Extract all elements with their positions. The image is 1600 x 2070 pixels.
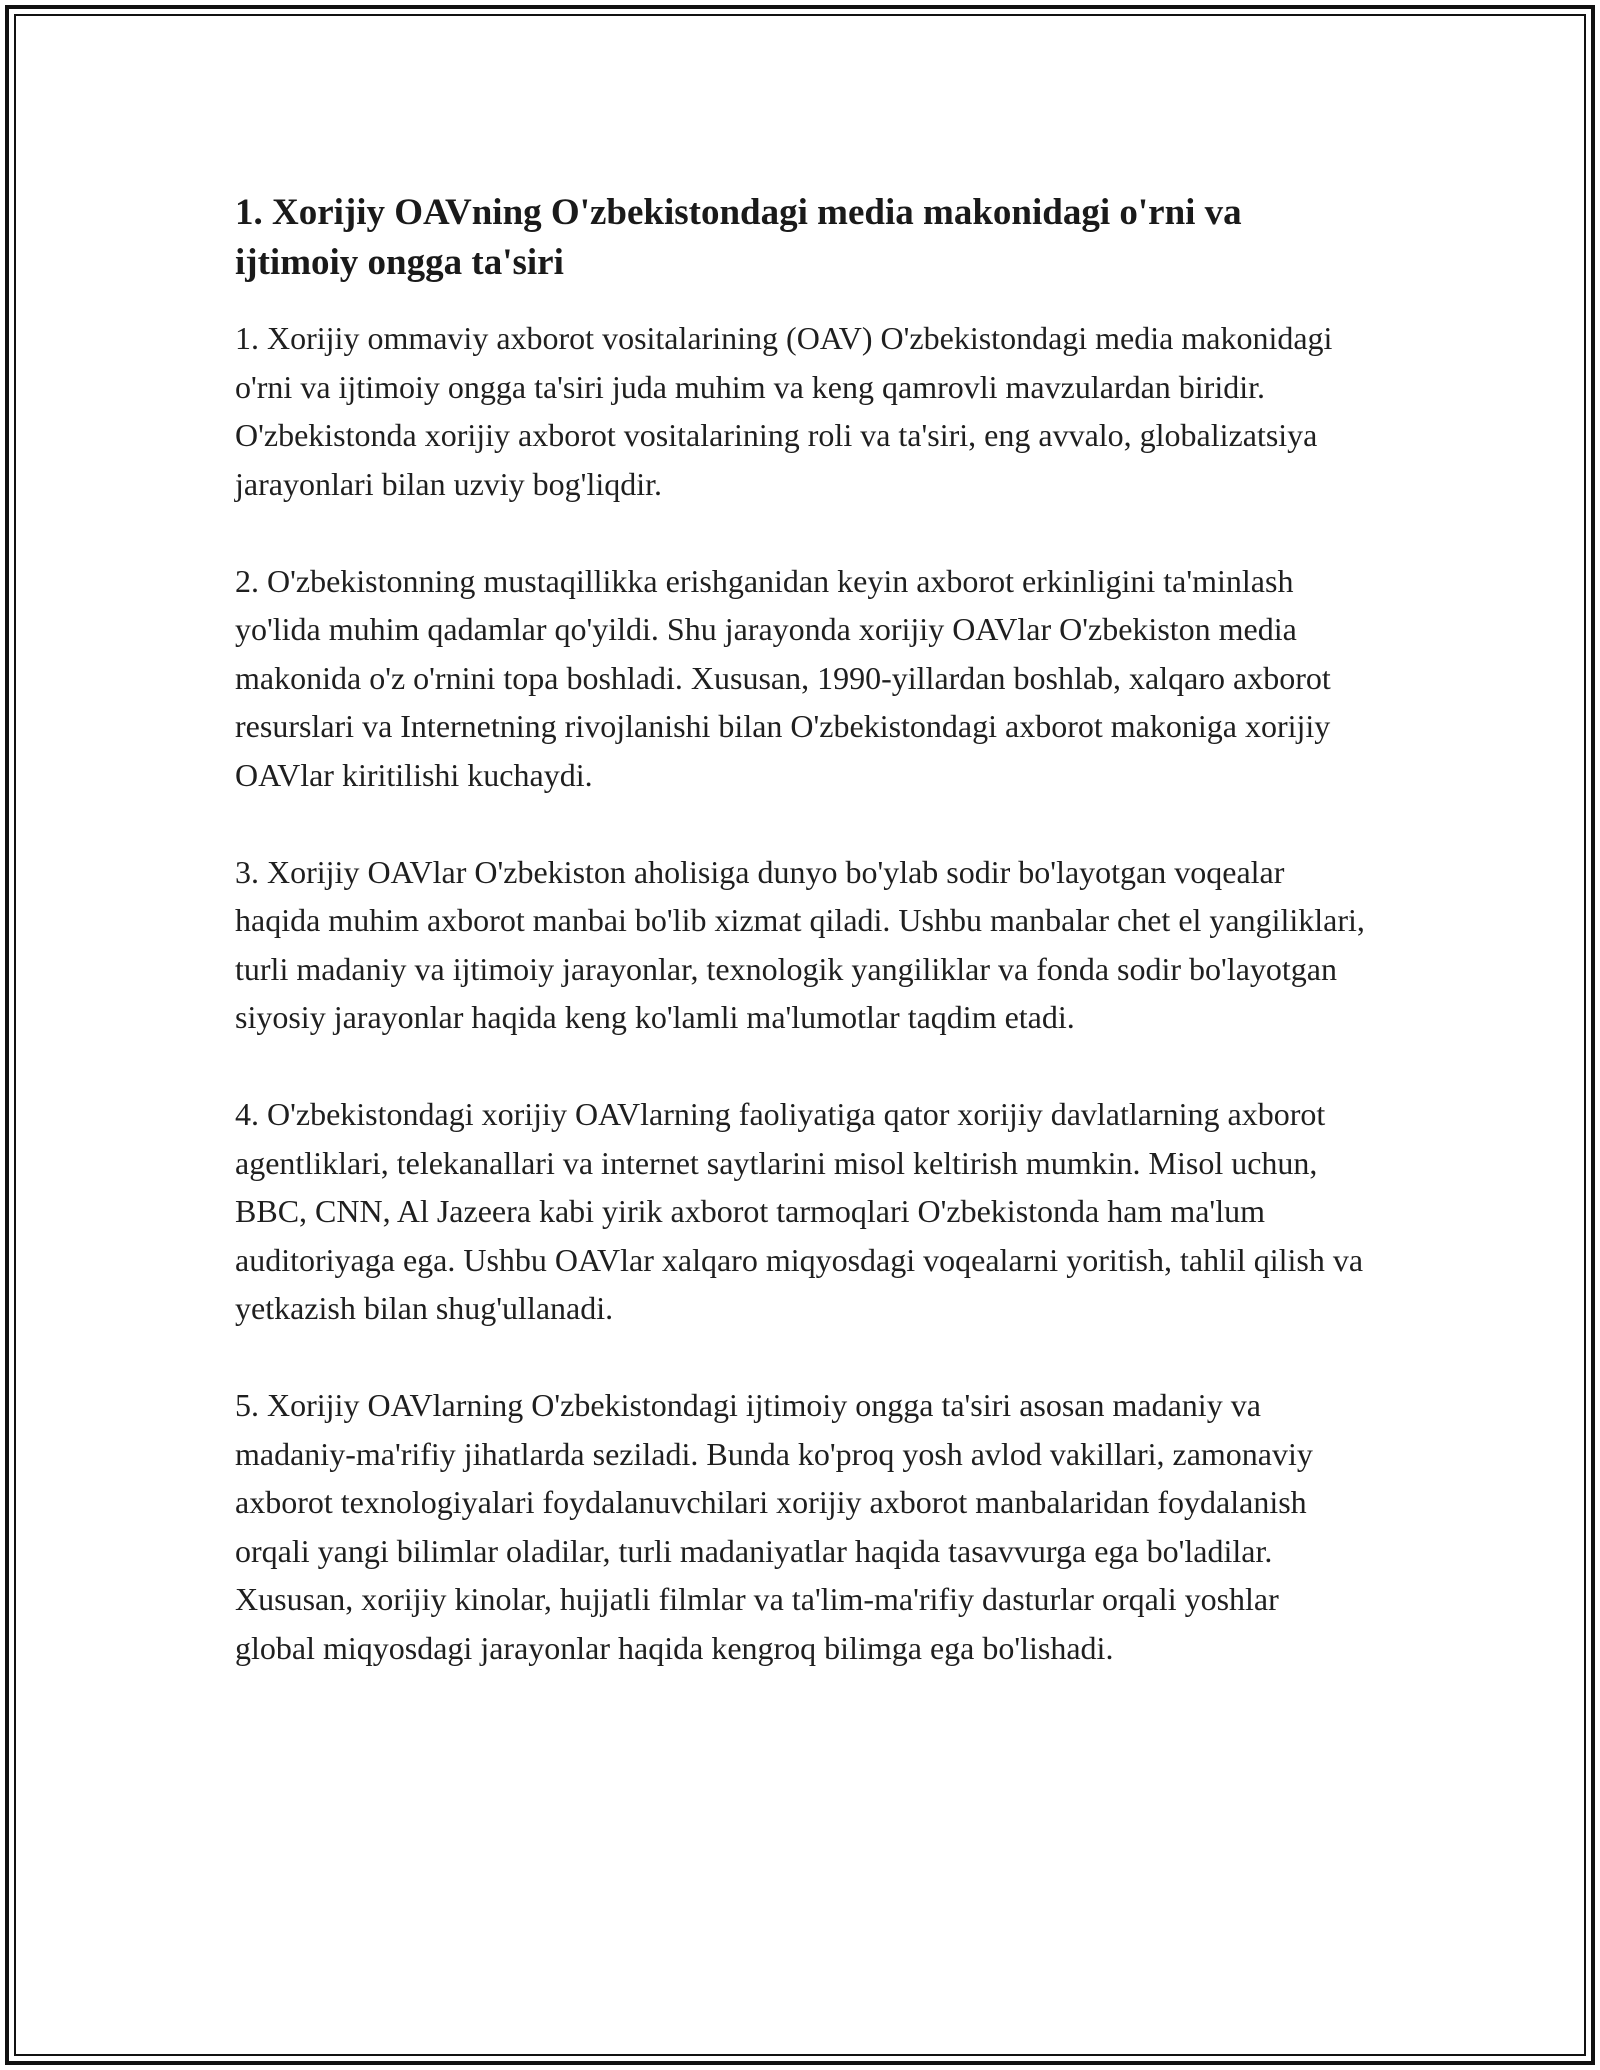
paragraph-3: 3. Xorijiy OAVlar O'zbekiston aholisiga dunyo bo'ylab sodir bo'layotgan voqealar haqida muhim axborot manbai bo'lib xizmat qiladi. Ushbu manbalar chet el yangiliklari, turli madaniy va ijtimoiy jarayonlar, texnologik yangiliklar va fonda sodir bo'layotgan siyosiy jarayonlar haqida keng ko'lamli ma'lumotlar taqdim etadi. [235, 853, 1365, 1035]
paragraph-1: 1. Xorijiy ommaviy axborot vositalarining (OAV) O'zbekistondagi media makonidagi o'rni va ijtimoiy ongga ta'siri juda muhim va keng qamrovli mavzulardan biridir. O'zbekistonda xorijiy axborot vositalarining roli va ta'siri, eng avvalo, globalizatsiya jarayonlari bilan uzviy bog'liqdir. [235, 320, 1333, 502]
paragraph-2: 2. O'zbekistonning mustaqillikka erishganidan keyin axborot erkinligini ta'minlash yo'lida muhim qadamlar qo'yildi. Shu jarayonda xorijiy OAVlar O'zbekiston media makonida o'z o'rnini topa boshladi. Xususan, 1990-yillardan boshlab, xalqaro axborot resurslari va Internetning rivojlanishi bilan O'zbekistondagi axborot makoniga xorijiy OAVlar kiritilishi kuchaydi. [235, 562, 1331, 793]
document-title: 1. Xorijiy OAVning O'zbekistondagi media makonidagi o'rni va ijtimoiy ongga ta'siri [235, 192, 1242, 283]
paragraph-4: 4. O'zbekistondagi xorijiy OAVlarning faoliyatiga qator xorijiy davlatlarning axborot agentliklari, telekanallari va internet saytlarini misol keltirish mumkin. Misol uchun, BBC, CNN, Al Jazeera kabi yirik axborot tarmoqlari O'zbekistonda ham ma'lum auditoriyaga ega. Ushbu OAVlar xalqaro miqyosdagi voqealarni yoritish, tahlil qilish va yetkazish bilan shug'ullanadi. [235, 1096, 1364, 1326]
paragraph-list [235, 314, 1365, 1672]
paragraph-5: 5. Xorijiy OAVlarning O'zbekistondagi ijtimoiy ongga ta'siri asosan madaniy va madaniy-ma'rifiy jihatlarda seziladi. Bunda ko'proq yosh avlod vakillari, zamonaviy axborot texnologiyalari foydalanuvchilari xorijiy axborot manbalaridan foydalanish orqali yangi bilimlar oladilar, turli madaniyatlar haqida tasavvurga ega bo'ladilar. Xususan, xorijiy kinolar, hujjatli filmlar va ta'lim-ma'rifiy dasturlar orqali yoshlar global miqyosdagi jarayonlar haqida kengroq bilimga ega bo'lishadi. [235, 1387, 1313, 1666]
document-body [235, 188, 1365, 1672]
